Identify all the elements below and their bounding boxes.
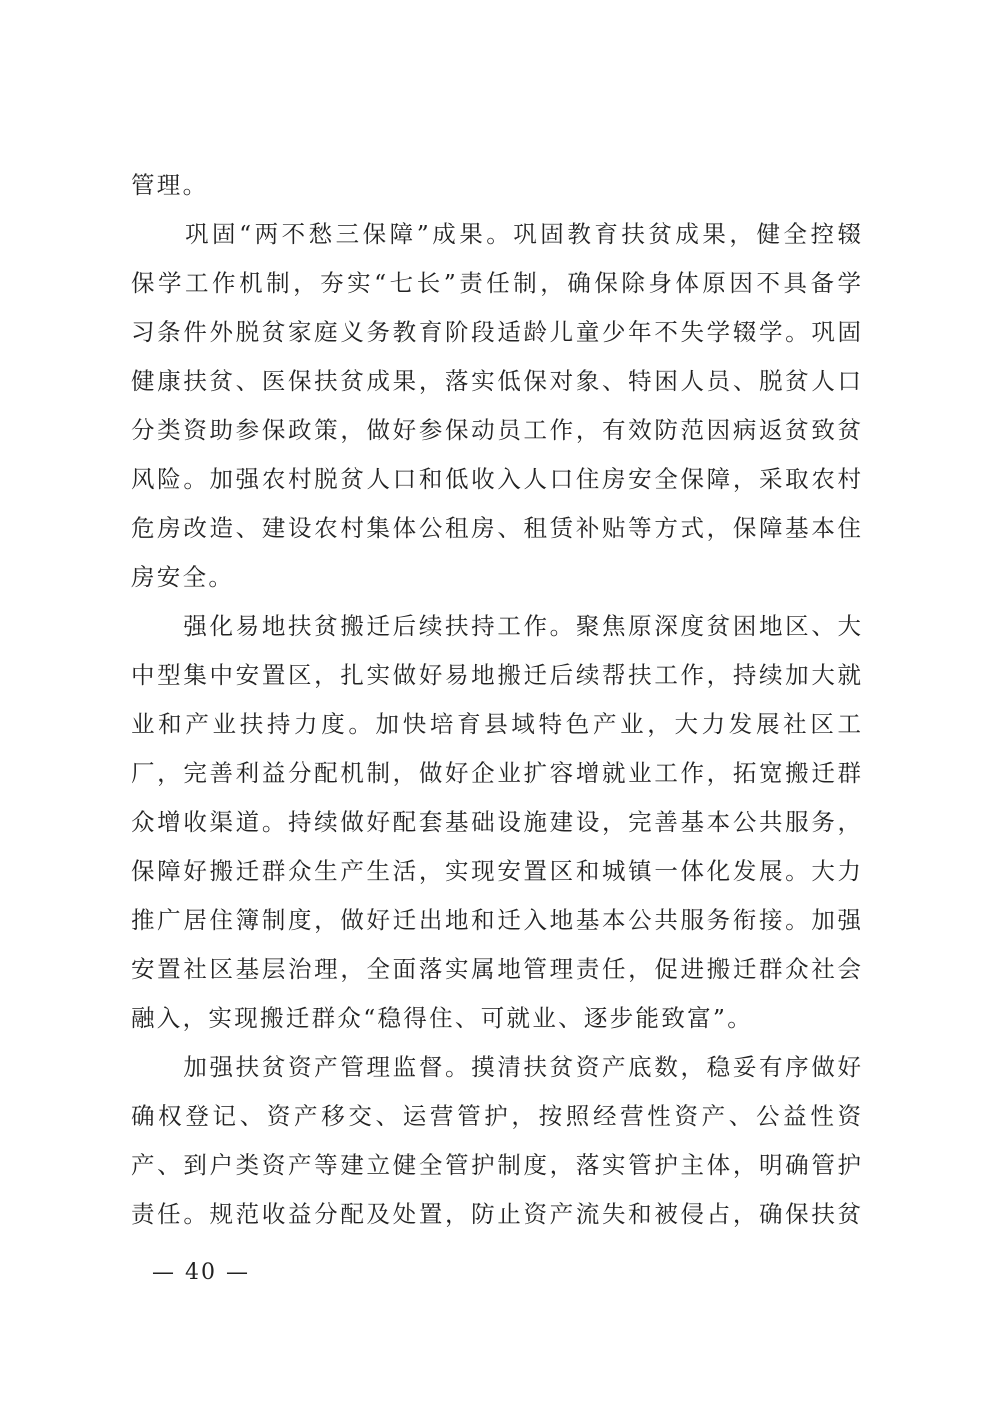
text-line: 房安全。 <box>131 563 235 591</box>
text-line: 保障好搬迁群众生产生活，实现安置区和城镇一体化发展。大力 <box>131 857 861 885</box>
text-line: 习条件外脱贫家庭义务教育阶段适龄儿童少年不失学辍学。巩固 <box>131 318 861 346</box>
text-line: 融入，实现搬迁群众“稳得住、可就业、逐步能致富”。 <box>131 1004 754 1032</box>
text-line: 加强扶贫资产管理监督。摸清扶贫资产底数，稳妥有序做好 <box>131 1053 861 1081</box>
body-text <box>131 161 861 1239</box>
text-line: 强化易地扶贫搬迁后续扶持工作。聚焦原深度贫困地区、大 <box>131 612 861 640</box>
text-line: 中型集中安置区，扎实做好易地搬迁后续帮扶工作，持续加大就 <box>131 661 861 689</box>
text-line: 保学工作机制，夯实“七长”责任制，确保除身体原因不具备学 <box>131 269 861 297</box>
text-line: 安置社区基层治理，全面落实属地管理责任，促进搬迁群众社会 <box>131 955 861 983</box>
text-line: 危房改造、建设农村集体公租房、租赁补贴等方式，保障基本住 <box>131 514 861 542</box>
text-line: 业和产业扶持力度。加快培育县域特色产业，大力发展社区工 <box>131 710 861 738</box>
text-line: 健康扶贫、医保扶贫成果，落实低保对象、特困人员、脱贫人口 <box>131 367 861 395</box>
text-line: 确权登记、资产移交、运营管护，按照经营性资产、公益性资 <box>131 1102 861 1130</box>
text-line: 分类资助参保政策，做好参保动员工作，有效防范因病返贫致贫 <box>131 416 861 444</box>
text-line: 管理。 <box>131 171 209 199</box>
text-line: 众增收渠道。持续做好配套基础设施建设，完善基本公共服务， <box>131 808 861 836</box>
text-line: 巩固“两不愁三保障”成果。巩固教育扶贫成果，健全控辍 <box>131 220 861 248</box>
text-line: 产、到户类资产等建立健全管护制度，落实管护主体，明确管护 <box>131 1151 861 1179</box>
text-line: 厂，完善利益分配机制，做好企业扩容增就业工作，拓宽搬迁群 <box>131 759 861 787</box>
text-line: 责任。规范收益分配及处置，防止资产流失和被侵占，确保扶贫 <box>131 1200 861 1228</box>
page-number: — 40 — <box>152 1260 250 1285</box>
text-line: 风险。加强农村脱贫人口和低收入人口住房安全保障，采取农村 <box>131 465 861 493</box>
text-line: 推广居住簿制度，做好迁出地和迁入地基本公共服务衔接。加强 <box>131 906 861 934</box>
